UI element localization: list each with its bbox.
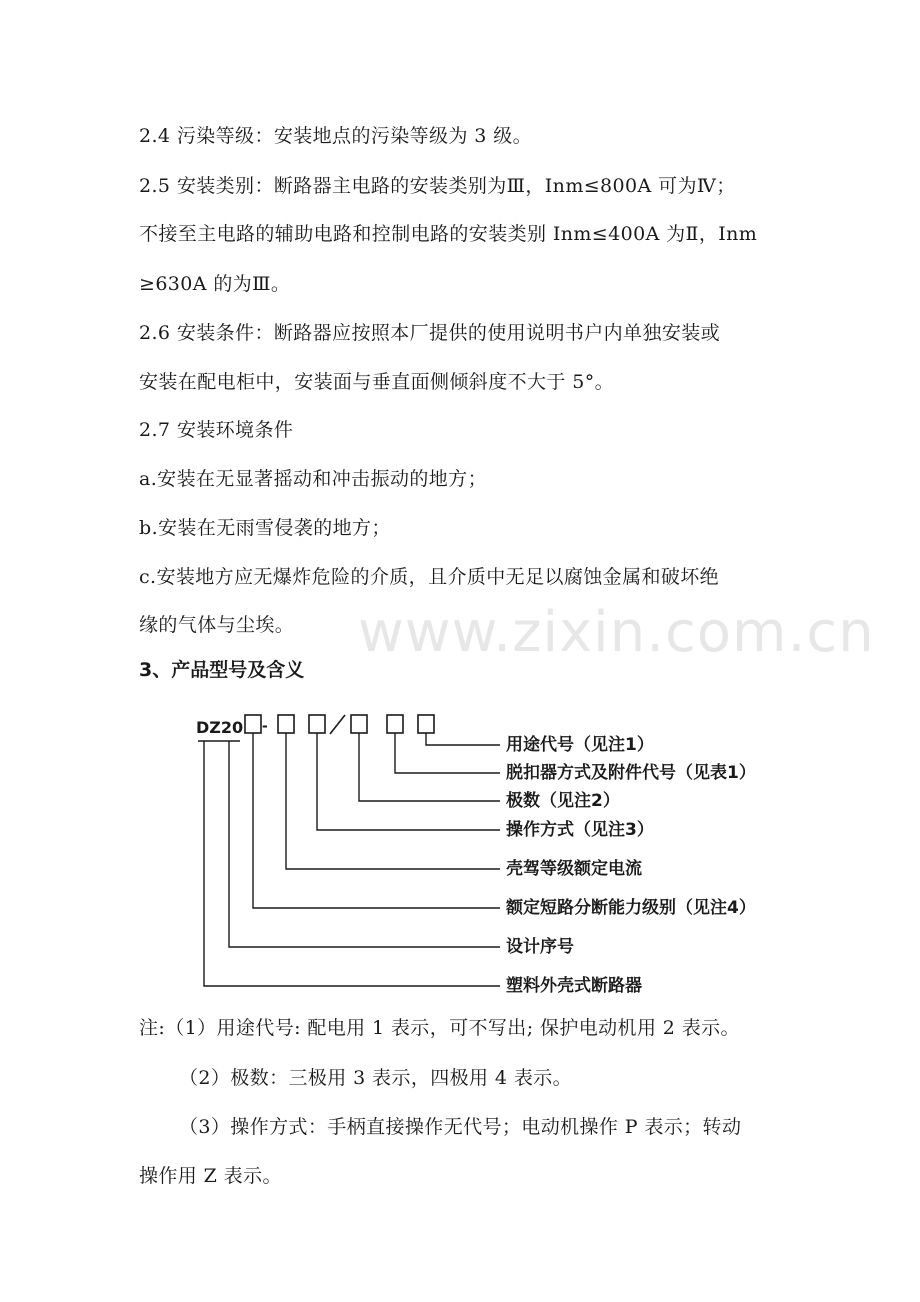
para-2-5-line3: ≥630A 的为Ⅲ。 xyxy=(139,273,291,295)
note-1: 注:（1）用途代号: 配电用 1 表示，可不写出; 保护电动机用 2 表示。 xyxy=(139,1017,740,1039)
model-code-prefix: DZ20 xyxy=(196,718,244,737)
box-poles xyxy=(351,715,367,733)
box-breaking-capacity xyxy=(245,715,261,733)
item-c-line2: 缘的气体与尘埃。 xyxy=(139,614,295,636)
label-release-code: 脱扣器方式及附件代号（见表1） xyxy=(506,763,756,783)
box-operation xyxy=(309,715,325,733)
label-usage-code: 用途代号（见注1） xyxy=(506,735,654,755)
label-operation: 操作方式（见注3） xyxy=(506,820,654,840)
watermark: www.zixin.com.cn xyxy=(358,600,875,665)
box-frame-current xyxy=(278,715,294,733)
item-b: b.安装在无雨雪侵袭的地方； xyxy=(139,517,391,539)
item-c-line1: c.安装地方应无爆炸危险的介质，且介质中无足以腐蚀金属和破坏绝 xyxy=(139,566,720,588)
dash-separator: - xyxy=(262,716,268,735)
note-3-line2: 操作用 Z 表示。 xyxy=(139,1165,282,1187)
section-3-heading: 3、产品型号及含义 xyxy=(139,659,305,681)
para-2-5-line1: 2.5 安装类别：断路器主电路的安装类别为Ⅲ，Inm≤800A 可为Ⅳ； xyxy=(139,175,736,197)
para-2-6-line1: 2.6 安装条件：断路器应按照本厂提供的使用说明书户内单独安装或 xyxy=(139,322,721,344)
label-breaking-capacity: 额定短路分断能力级别（见注4） xyxy=(506,898,756,918)
note-2: （2）极数：三极用 3 表示，四极用 4 表示。 xyxy=(179,1067,573,1089)
box-release xyxy=(387,715,403,733)
label-breaker-type: 塑料外壳式断路器 xyxy=(506,976,642,996)
para-2-7: 2.7 安装环境条件 xyxy=(139,419,294,441)
item-a: a.安装在无显著摇动和冲击振动的地方； xyxy=(139,468,487,490)
label-poles: 极数（见注2） xyxy=(506,791,620,811)
note-3-line1: （3）操作方式：手柄直接操作无代号；电动机操作 P 表示；转动 xyxy=(179,1116,742,1138)
para-2-6-line2: 安装在配电柜中，安装面与垂直面侧倾斜度不大于 5°。 xyxy=(139,371,615,393)
para-2-5-line2: 不接至主电路的辅助电路和控制电路的安装类别 Inm≤400A 为Ⅱ，Inm xyxy=(139,223,758,245)
box-usage xyxy=(418,715,434,733)
label-design-serial: 设计序号 xyxy=(506,937,574,957)
para-2-4: 2.4 污染等级：安装地点的污染等级为 3 级。 xyxy=(139,125,533,147)
label-frame-current: 壳驾等级额定电流 xyxy=(506,859,642,879)
